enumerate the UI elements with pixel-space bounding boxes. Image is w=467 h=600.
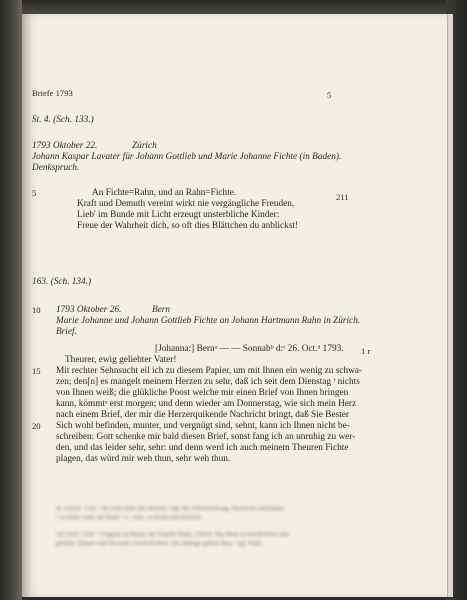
entry-addressee: Marie Johanne und Johann Gottlieb Fichte an Johann Hartmann Rahn in Zürich.: [56, 316, 361, 326]
stacked-page-edges: [447, 14, 453, 597]
running-title: Briefe 1793: [32, 88, 73, 98]
text-line: kann, kömmtᵉ erst morgen; und denn wieder am Donnerstag, wie sich mein Herz: [56, 399, 357, 409]
text-line: Lieb' im Bunde mit Licht erzeugt unsterbliche Kinder:: [77, 210, 280, 220]
text-line: Freue der Wahrheit dich, so oft dies Blättchen du anblickst!: [77, 221, 299, 231]
entry-addressee: Johann Kaspar Lavater für Johann Gottlieb und Marie Johanne Fichte (in Baden).: [32, 152, 342, 162]
entry-document-type: Denkspruch.: [32, 163, 80, 173]
page-top-edge: [22, 0, 447, 14]
text-line: plagen, das würd mir weh thun, sehr weh thun.: [56, 454, 231, 464]
entry-document-type: Brief.: [56, 327, 77, 337]
text-line: Mit rechter Sehnsucht eil ich zu diesem Papier, um mit Ihnen ein wenig zu schwa-: [56, 366, 363, 376]
text-line: von Ihnen weiß; die glükliche Poost welche mir einen Brief von Ihnen bringen: [56, 388, 349, 398]
margin-reference: 211: [336, 192, 349, 202]
salutation: Theurer, ewig geliebter Vater!: [65, 355, 177, 365]
text-line: Sich wohl befinden, munter, und vergnügt sind, sehnt, kann ich Ihnen nicht be-: [56, 421, 350, 431]
entry-date: 1793 Oktober 26.: [56, 305, 122, 315]
line-number: 5: [32, 188, 37, 198]
letter-heading: [Johanna:] Bernᵃ — — Sonnabᵇ d:ᶜ 26. Oct.ᵈ 1793.: [155, 344, 344, 354]
entry-place: Bern: [152, 305, 171, 315]
line-number: 20: [32, 421, 41, 431]
entry-number: 163. (Sch. 134.): [32, 277, 92, 287]
text-line: nach einem Brief, der mir die Herzerquikende Nachricht bringt, daß Sie Bester: [56, 410, 349, 420]
text-line: Kraft und Demuth vereint wirkt nie vergängliche Freuden,: [77, 199, 295, 209]
entry-place: Zürich: [132, 141, 157, 151]
text-line: An Fichte=Rahn, und an Rahn=Fichte.: [92, 188, 237, 198]
book-page: [22, 14, 447, 597]
footnote-line: St. 4 (Sch. 133). ¹ als erste Seite des Briefes. Vgl. die Vorbemerkung. Nachweis unbekannt.: [56, 505, 286, 512]
text-line: schreiben: Gott schenke mir bald diesen Brief, sonst fang ich an unruhig zu wer-: [56, 432, 356, 442]
footnote-line: ¹ zu Zeile Anm. am Rand. ² s. Anm. zu Kraft und Demuth.: [56, 514, 203, 521]
entry-date: 1793 Oktober 22.: [32, 141, 98, 151]
line-number: 15: [32, 366, 41, 376]
entry-number: St. 4. (Sch. 133.): [32, 115, 94, 125]
text-line: zen; den[n] es mangelt meinem Herzen zu sehr, daß ich seit dem Dienstag ᶠ nichts: [56, 377, 360, 387]
page-number: 5: [327, 90, 332, 100]
margin-reference: 1 r: [361, 346, 371, 356]
book-gutter-shadow: [0, 0, 22, 600]
footnote-line: 163 (Sch. 134). ¹ Original im Besitz der Familie Rahn, Zürich. Das Blatt ist beschrieben und: [56, 531, 289, 538]
text-line: den, und das leider sehr, sehr: und denn werd ich auch meinem Theuren Fichte: [56, 443, 349, 453]
line-number: 10: [32, 305, 41, 315]
footnote-line: gefaltet. Datum und Ort nach Anschrift Bern. Die Beilage gehört dazu. Vgl. Rahn.: [56, 540, 264, 547]
